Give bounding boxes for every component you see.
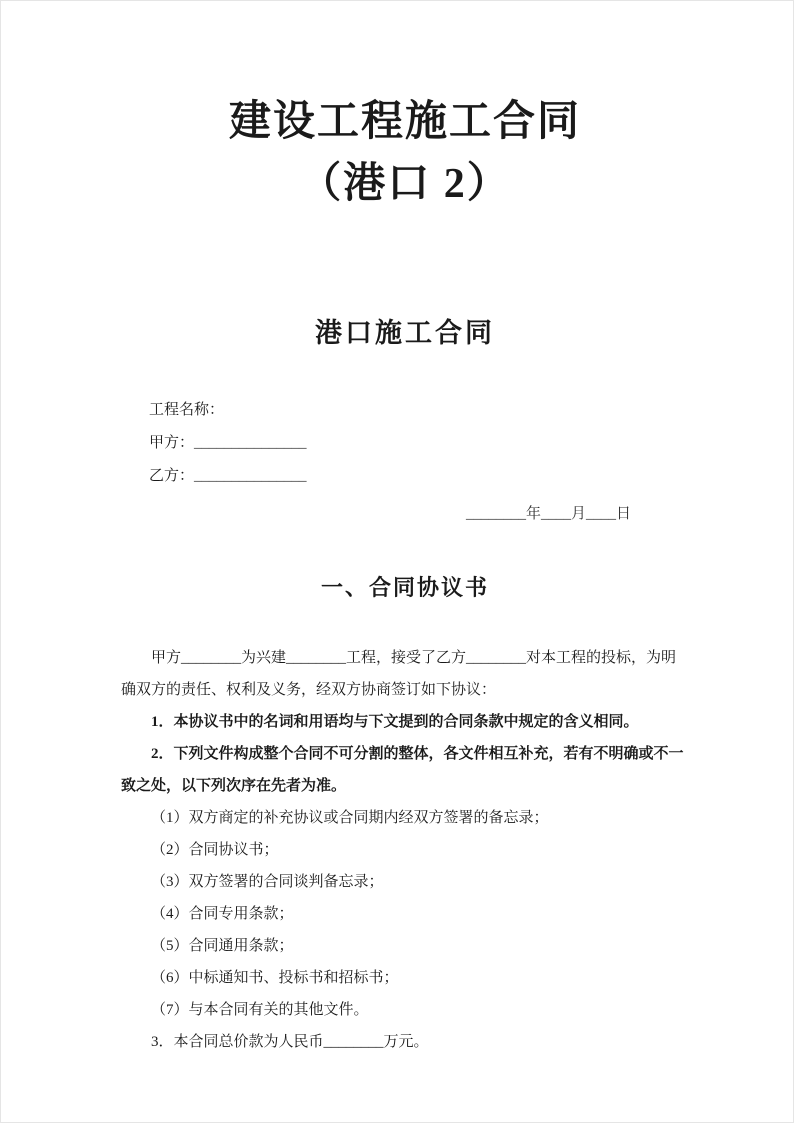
party-b-label: 乙方： — [149, 468, 195, 484]
contract-header-fields — [121, 394, 689, 493]
document-title — [121, 91, 689, 215]
party-a-blank: _______________ — [194, 435, 307, 451]
clause-2: 2．下列文件构成整个合同不可分割的整体，各文件相互补充，若有不明确或不一致之处，以下列次序在先者为准。 — [121, 746, 684, 794]
clause-3: 3．本合同总价款为人民币________万元。 — [151, 1034, 429, 1050]
document-title-line1: 建设工程施工合同 — [228, 99, 581, 145]
document-list-item: （7）与本合同有关的其他文件。 — [151, 1002, 369, 1018]
clause-1: 1．本协议书中的名词和用语均与下文提到的合同条款中规定的含义相同。 — [151, 714, 639, 730]
party-a-line — [149, 427, 689, 460]
document-list-item: （2）合同协议书； — [151, 842, 279, 858]
document-content — [1, 91, 793, 1058]
section-heading: 一、合同协议书 — [320, 575, 489, 600]
project-name-label: 工程名称： — [149, 402, 225, 418]
section-body — [121, 642, 689, 1058]
party-b-line — [149, 460, 689, 493]
intro-paragraph: 甲方________为兴建________工程，接受了乙方________对本工程的投标，为明确双方的责任、权利及义务，经双方协商签订如下协议： — [121, 650, 677, 698]
document-list-item: （6）中标通知书、投标书和招标书； — [151, 970, 399, 986]
document-title-line2: （港口 2） — [299, 161, 511, 207]
document-subtitle: 港口施工合同 — [315, 318, 495, 348]
project-name-line — [149, 394, 689, 427]
party-b-blank: _______________ — [194, 468, 307, 484]
document-list-item: （5）合同通用条款； — [151, 938, 294, 954]
date-line: ________年____月____日 — [465, 506, 631, 522]
party-a-label: 甲方： — [149, 435, 195, 451]
document-list-item: （3）双方签署的合同谈判备忘录； — [151, 874, 384, 890]
document-list-item: （1）双方商定的补充协议或合同期内经双方签署的备忘录； — [151, 810, 549, 826]
document-list-item: （4）合同专用条款； — [151, 906, 294, 922]
